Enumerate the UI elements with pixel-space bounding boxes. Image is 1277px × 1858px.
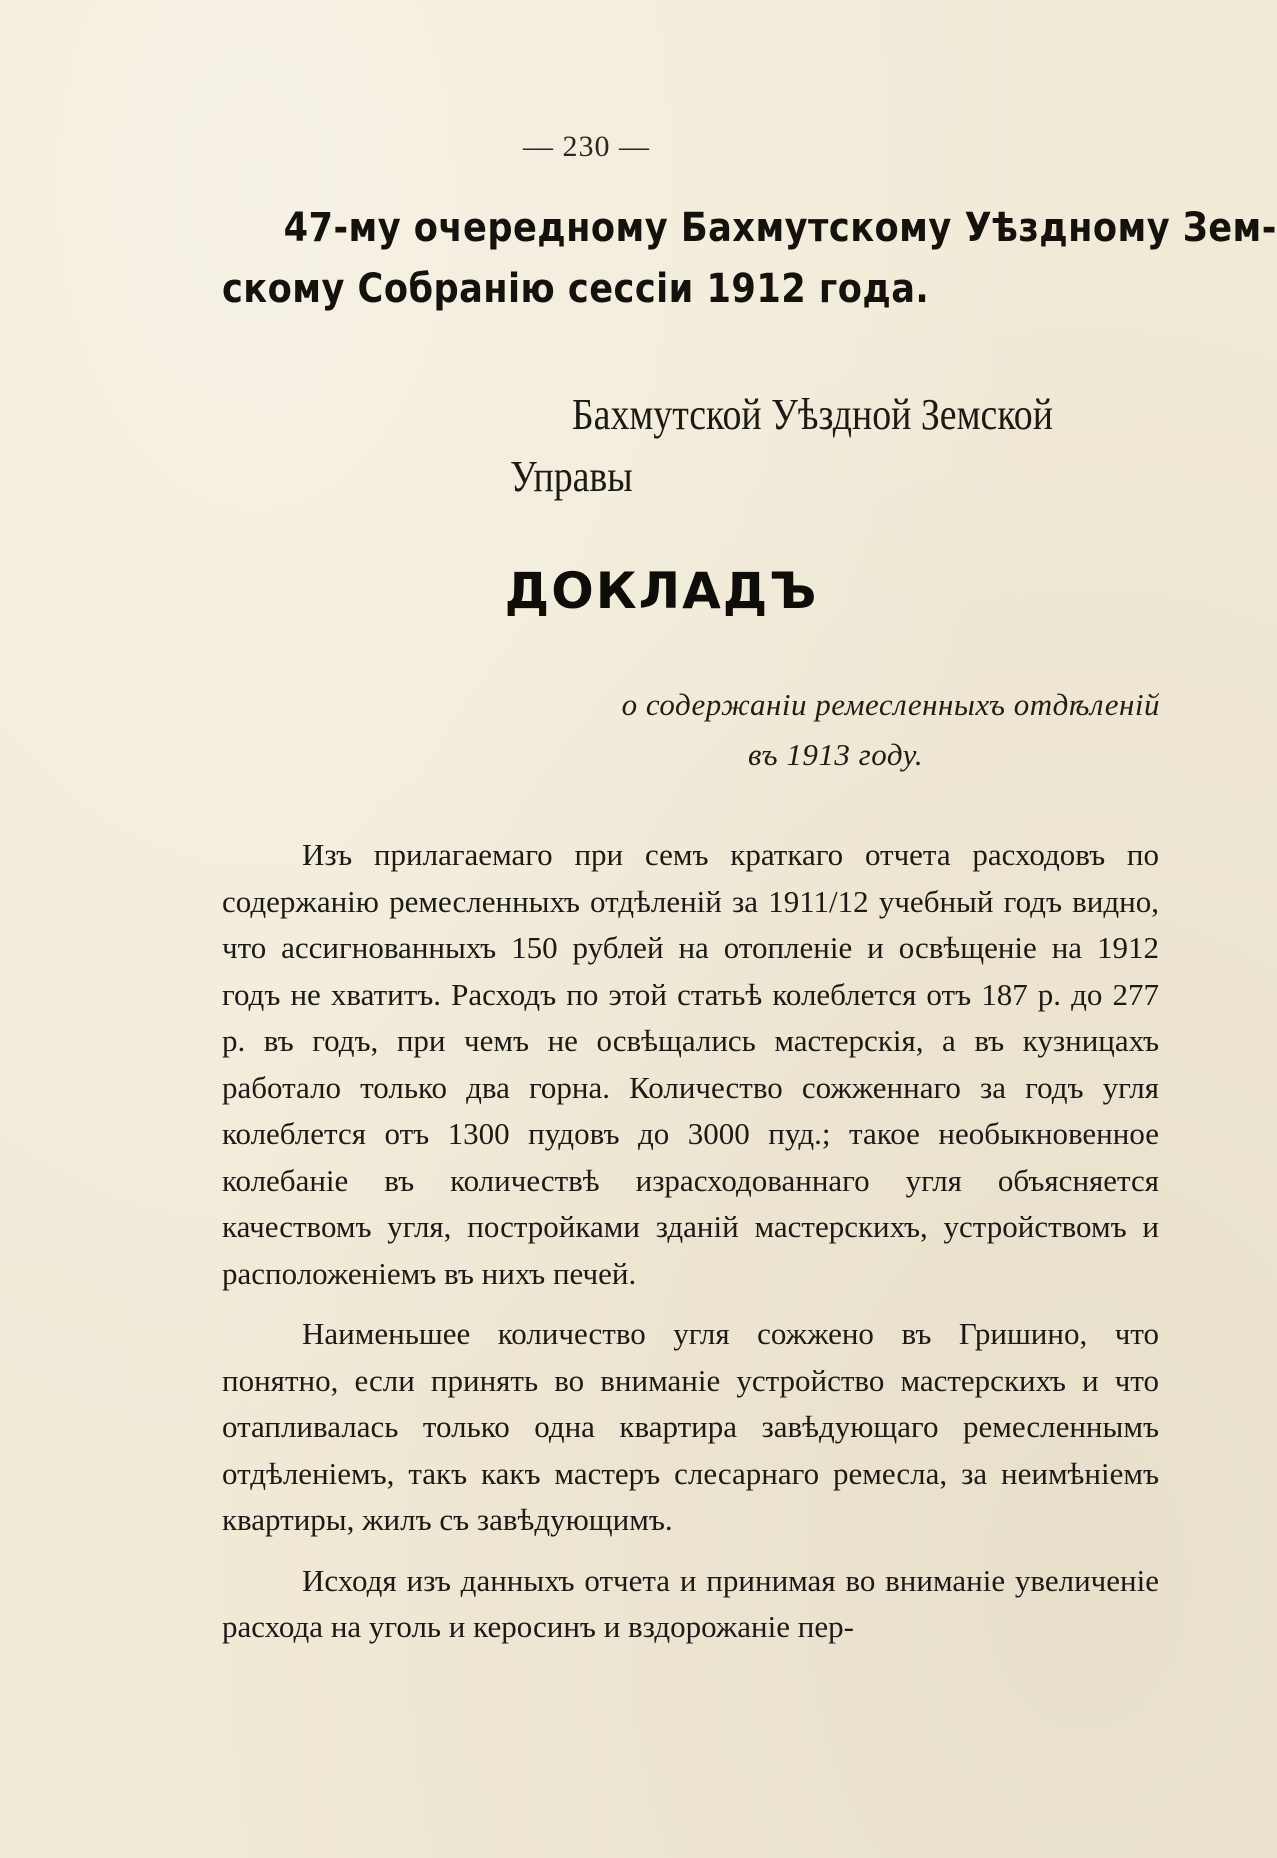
report-subtitle [540, 680, 1160, 780]
board-name-line-1: Бахмутской Уѣздной Земской [571, 390, 1053, 439]
body-paragraph-2: Наименьшее количество угля сожжено въ Гришино, что понятно, если принять во вниманіе устройство мастерскихъ и что отапливалась только одна квартира завѣдующаго ремесленнымъ отдѣленіемъ, такъ какъ мастеръ слесарнаго ремесла, за неимѣніемъ квартиры, жилъ съ завѣдующимъ. [222, 1316, 1159, 1537]
report-subtitle-line-1: о содержаніи ремесленныхъ отдѣленій [621, 687, 1160, 722]
body-paragraph-3: Исходя изъ данныхъ отчета и принимая во вниманіе увеличеніе расхода на уголь и керосинъ и вздорожаніе пер- [222, 1562, 1159, 1644]
session-heading [222, 198, 1277, 320]
report-body [222, 832, 1159, 1665]
body-paragraph-1: Изъ прилагаемаго при семъ краткаго отчета расходовъ по содержанію ремесленныхъ отдѣленій за 1911/12 учебный годъ видно, что ассигнованныхъ 150 рублей на отопленіе и освѣщеніе на 1912 годъ не хватитъ. Расходъ по этой статьѣ колеблется отъ 187 р. до 277 р. въ годъ, при чемъ не освѣщались мастерскія, а въ кузницахъ работало только два горна. Количество сожженнаго за годъ угля колеблется отъ 1300 пудовъ до 3000 пуд.; такое необыкновенное колебаніе въ количествѣ израсходованнаго угля объясняется качествомъ угля, постройками зданій мастерскихъ, устройствомъ и расположеніемъ въ нихъ печей. [222, 837, 1159, 1291]
page-number: — 230 — [523, 130, 650, 163]
report-title: ДОКЛАДЪ [504, 562, 819, 620]
report-subtitle-line-2: въ 1913 году. [748, 737, 924, 772]
board-name [510, 384, 1069, 508]
session-heading-line-1: 47-му очередному Бахмутскому Уѣздному Зем- [283, 205, 1277, 251]
board-name-line-2: Управы [510, 452, 633, 501]
session-heading-line-2: скому Собранію сессіи 1912 года. [222, 266, 930, 312]
